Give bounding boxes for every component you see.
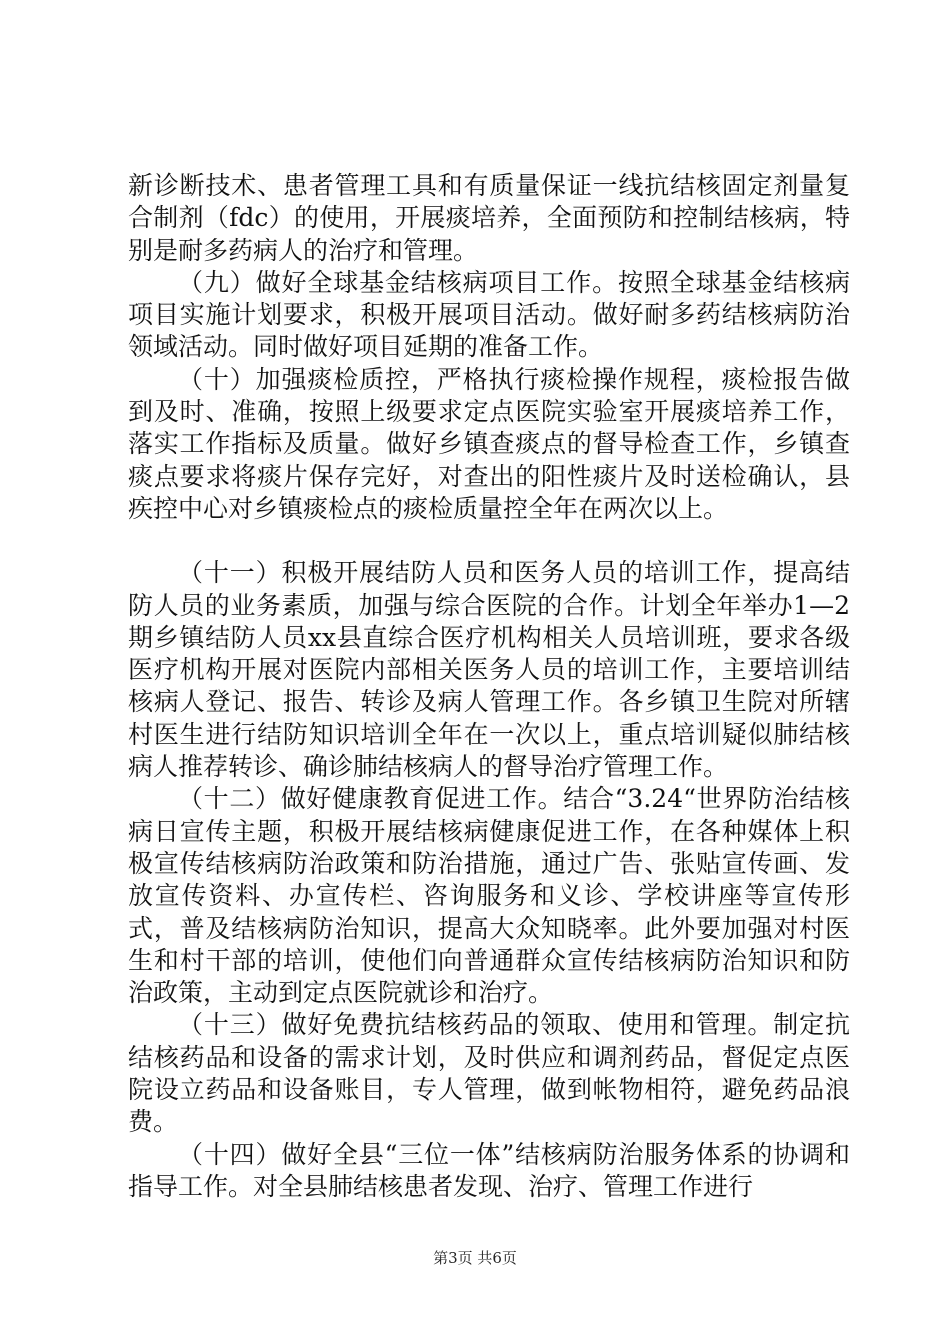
paragraph-gap [128,525,850,557]
paragraph-item-14: （十四）做好全县“三位一体”结核病防治服务体系的协调和指导工作。对全县肺结核患者发现、治疗、管理工作进行 [128,1139,850,1201]
page-footer: 第3页 共6页 [433,1249,517,1267]
paragraph-item-11: （十一）积极开展结防人员和医务人员的培训工作，提高结防人员的业务素质，加强与综合医院的合作。计划全年举办1—2期乡镇结防人员xx县直综合医疗机构相关人员培训班，要求各级医疗机构开展对医院内部相关医务人员的培训工作，主要培训结核病人登记、报告、转诊及病人管理工作。各乡镇卫生院对所辖村医生进行结防知识培训全年在一次以上，重点培训疑似肺结核病人推荐转诊、确诊肺结核病人的督导治疗管理工作。 [128,558,850,782]
paragraph-item-12: （十二）做好健康教育促进工作。结合“3.24“世界防治结核病日宣传主题，积极开展结核病健康促进工作，在各种媒体上积极宣传结核病防治政策和防治措施，通过广告、张贴宣传画、发放宣传资料、办宣传栏、咨询服务和义诊、学校讲座等宣传形式，普及结核病防治知识，提高大众知晓率。此外要加强对村医生和村干部的培训，使他们向普通群众宣传结核病防治知识和防治政策，主动到定点医院就诊和治疗。 [128,784,850,1008]
paragraph-item-13: （十三）做好免费抗结核药品的领取、使用和管理。制定抗结核药品和设备的需求计划，及时供应和调剂药品，督促定点医院设立药品和设备账目，专人管理，做到帐物相符，避免药品浪费。 [128,1010,850,1137]
document-body [128,170,850,1203]
paragraph-item-10: （十）加强痰检质控，严格执行痰检操作规程，痰检报告做到及时、准确，按照上级要求定点医院实验室开展痰培养工作，落实工作指标及质量。做好乡镇查痰点的督导检查工作，乡镇查痰点要求将痰片保存完好，对查出的阳性痰片及时送检确认，县疾控中心对乡镇痰检点的痰检质量控全年在两次以上。 [128,364,850,523]
paragraph-continuation: 新诊断技术、患者管理工具和有质量保证一线抗结核固定剂量复合制剂（fdc）的使用，开展痰培养，全面预防和控制结核病，特别是耐多药病人的治疗和管理。 [128,171,850,265]
paragraph-item-9: （九）做好全球基金结核病项目工作。按照全球基金结核病项目实施计划要求，积极开展项目活动。做好耐多药结核病防治领域活动。同时做好项目延期的准备工作。 [128,267,850,362]
